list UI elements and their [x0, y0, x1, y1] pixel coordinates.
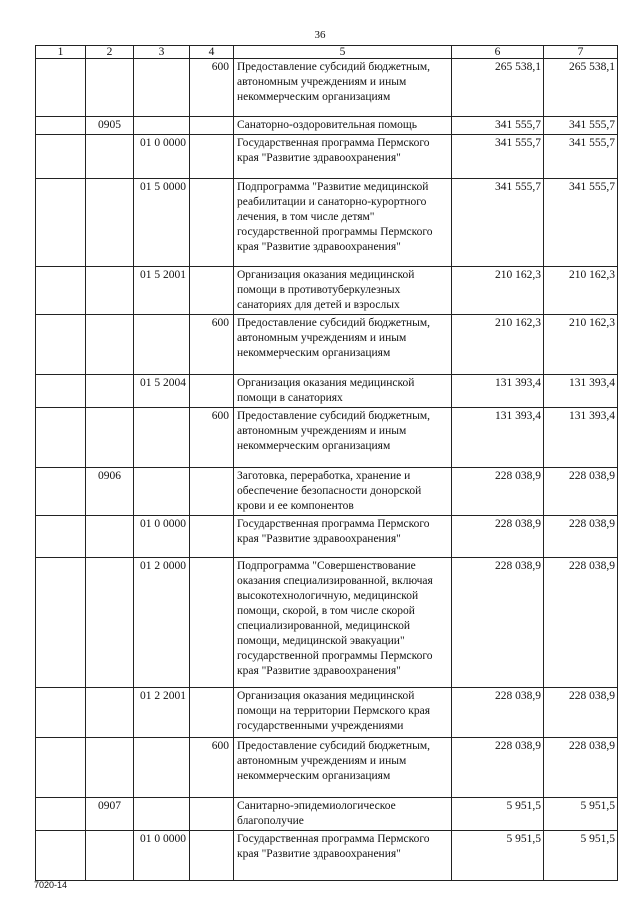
cell-col1: [36, 558, 86, 688]
table-row: [36, 558, 618, 688]
cell-expense-type: [190, 688, 234, 738]
cell-section: [86, 738, 134, 798]
cell-amount-col7: 341 555,7: [544, 179, 618, 267]
cell-col1: [36, 267, 86, 315]
cell-amount-col7: 131 393,4: [544, 408, 618, 468]
cell-col1: [36, 408, 86, 468]
cell-amount-col7: 228 038,9: [544, 558, 618, 688]
cell-name: Заготовка, переработка, хранение и обеспечение безопасности донорской крови и ее компонентов: [234, 468, 452, 516]
cell-target-article: 01 0 0000: [134, 516, 190, 558]
page-number: 36: [314, 29, 326, 41]
cell-amount-col6: 210 162,3: [452, 315, 544, 375]
cell-name: Предоставление субсидий бюджетным, автономным учреждениям и иным некоммерческим организациям: [234, 408, 452, 468]
cell-name: Организация оказания медицинской помощи в противотуберкулезных санаториях для детей и взрослых: [234, 267, 452, 315]
cell-expense-type: [190, 468, 234, 516]
cell-name: Организация оказания медицинской помощи на территории Пермского края государственными учреждениями: [234, 688, 452, 738]
cell-section: [86, 688, 134, 738]
cell-name: Подпрограмма "Совершенствование оказания специализированной, включая высокотехнологичную, медицинской помощи, скорой, в том числе скорой специализированной, медицинской помощи, медицинской эвакуации" государственной программы Пермского края "Развитие здравоохранения": [234, 558, 452, 688]
table-row: [36, 831, 618, 881]
cell-expense-type: [190, 375, 234, 408]
cell-expense-type: 600: [190, 315, 234, 375]
cell-expense-type: [190, 179, 234, 267]
column-header-5: 5: [234, 46, 452, 59]
cell-amount-col6: 5 951,5: [452, 798, 544, 831]
column-header-2: 2: [86, 46, 134, 59]
column-header-4: 4: [190, 46, 234, 59]
cell-col1: [36, 117, 86, 135]
cell-amount-col7: 5 951,5: [544, 831, 618, 881]
cell-amount-col7: 131 393,4: [544, 375, 618, 408]
cell-amount-col7: 265 538,1: [544, 59, 618, 117]
column-header-7: 7: [544, 46, 618, 59]
cell-section: [86, 375, 134, 408]
cell-amount-col6: 265 538,1: [452, 59, 544, 117]
cell-expense-type: [190, 267, 234, 315]
cell-target-article: [134, 798, 190, 831]
cell-amount-col6: 228 038,9: [452, 516, 544, 558]
cell-amount-col6: 228 038,9: [452, 468, 544, 516]
cell-col1: [36, 375, 86, 408]
cell-amount-col6: 341 555,7: [452, 179, 544, 267]
table-row: [36, 267, 618, 315]
cell-amount-col7: 5 951,5: [544, 798, 618, 831]
cell-col1: [36, 738, 86, 798]
cell-name: Санитарно-эпидемиологическое благополучие: [234, 798, 452, 831]
cell-target-article: 01 2 0000: [134, 558, 190, 688]
cell-name: Предоставление субсидий бюджетным, автономным учреждениям и иным некоммерческим организациям: [234, 315, 452, 375]
cell-target-article: 01 5 2001: [134, 267, 190, 315]
cell-amount-col6: 341 555,7: [452, 117, 544, 135]
table-row: [36, 117, 618, 135]
cell-target-article: [134, 738, 190, 798]
cell-section: 0907: [86, 798, 134, 831]
cell-col1: [36, 135, 86, 179]
cell-amount-col7: 341 555,7: [544, 135, 618, 179]
cell-col1: [36, 688, 86, 738]
cell-amount-col7: 228 038,9: [544, 688, 618, 738]
column-header-3: 3: [134, 46, 190, 59]
cell-target-article: 01 0 0000: [134, 831, 190, 881]
cell-expense-type: [190, 135, 234, 179]
cell-amount-col7: 228 038,9: [544, 516, 618, 558]
cell-amount-col6: 131 393,4: [452, 408, 544, 468]
cell-expense-type: 600: [190, 738, 234, 798]
cell-target-article: [134, 408, 190, 468]
cell-col1: [36, 59, 86, 117]
cell-target-article: 01 5 2004: [134, 375, 190, 408]
cell-expense-type: [190, 831, 234, 881]
cell-section: [86, 558, 134, 688]
cell-amount-col7: 228 038,9: [544, 468, 618, 516]
cell-amount-col7: 210 162,3: [544, 315, 618, 375]
cell-name: Санаторно-оздоровительная помощь: [234, 117, 452, 135]
cell-col1: [36, 798, 86, 831]
table-row: [36, 315, 618, 375]
cell-target-article: [134, 315, 190, 375]
cell-name: Государственная программа Пермского края "Развитие здравоохранения": [234, 516, 452, 558]
cell-col1: [36, 468, 86, 516]
table-row: [36, 798, 618, 831]
cell-amount-col6: 341 555,7: [452, 135, 544, 179]
cell-target-article: [134, 117, 190, 135]
cell-section: [86, 831, 134, 881]
cell-target-article: 01 0 0000: [134, 135, 190, 179]
cell-name: Государственная программа Пермского края "Развитие здравоохранения": [234, 831, 452, 881]
cell-section: [86, 315, 134, 375]
cell-name: Организация оказания медицинской помощи в санаториях: [234, 375, 452, 408]
cell-expense-type: [190, 516, 234, 558]
cell-amount-col6: 131 393,4: [452, 375, 544, 408]
cell-name: Подпрограмма "Развитие медицинской реабилитации и санаторно-курортного лечения, в том числе детям" государственной программы Пермского края "Развитие здравоохранения": [234, 179, 452, 267]
cell-target-article: 01 5 0000: [134, 179, 190, 267]
cell-expense-type: [190, 798, 234, 831]
table-row: [36, 688, 618, 738]
table-row: [36, 179, 618, 267]
cell-col1: [36, 831, 86, 881]
cell-amount-col7: 228 038,9: [544, 738, 618, 798]
document-code: 7020-14: [34, 880, 68, 890]
cell-section: [86, 179, 134, 267]
cell-amount-col6: 210 162,3: [452, 267, 544, 315]
table-row: [36, 375, 618, 408]
cell-expense-type: [190, 117, 234, 135]
table-row: [36, 135, 618, 179]
cell-amount-col7: 341 555,7: [544, 117, 618, 135]
cell-name: Предоставление субсидий бюджетным, автономным учреждениям и иным некоммерческим организациям: [234, 59, 452, 117]
cell-amount-col6: 228 038,9: [452, 738, 544, 798]
cell-amount-col6: 5 951,5: [452, 831, 544, 881]
table-row: [36, 408, 618, 468]
cell-section: [86, 59, 134, 117]
cell-amount-col6: 228 038,9: [452, 688, 544, 738]
column-header-1: 1: [36, 46, 86, 59]
table-header-row: [36, 46, 618, 59]
table-row: [36, 516, 618, 558]
table-row: [36, 468, 618, 516]
cell-target-article: 01 2 2001: [134, 688, 190, 738]
cell-name: Государственная программа Пермского края "Развитие здравоохранения": [234, 135, 452, 179]
cell-section: [86, 135, 134, 179]
cell-expense-type: 600: [190, 59, 234, 117]
table-row: [36, 738, 618, 798]
cell-col1: [36, 315, 86, 375]
table-body: [36, 59, 618, 881]
cell-section: [86, 516, 134, 558]
cell-col1: [36, 179, 86, 267]
budget-table: [35, 45, 618, 881]
cell-section: 0906: [86, 468, 134, 516]
cell-col1: [36, 516, 86, 558]
cell-amount-col7: 210 162,3: [544, 267, 618, 315]
cell-target-article: [134, 468, 190, 516]
cell-expense-type: 600: [190, 408, 234, 468]
cell-section: [86, 267, 134, 315]
cell-expense-type: [190, 558, 234, 688]
table-row: [36, 59, 618, 117]
cell-name: Предоставление субсидий бюджетным, автономным учреждениям и иным некоммерческим организациям: [234, 738, 452, 798]
cell-target-article: [134, 59, 190, 117]
cell-amount-col6: 228 038,9: [452, 558, 544, 688]
cell-section: [86, 408, 134, 468]
cell-section: 0905: [86, 117, 134, 135]
column-header-6: 6: [452, 46, 544, 59]
